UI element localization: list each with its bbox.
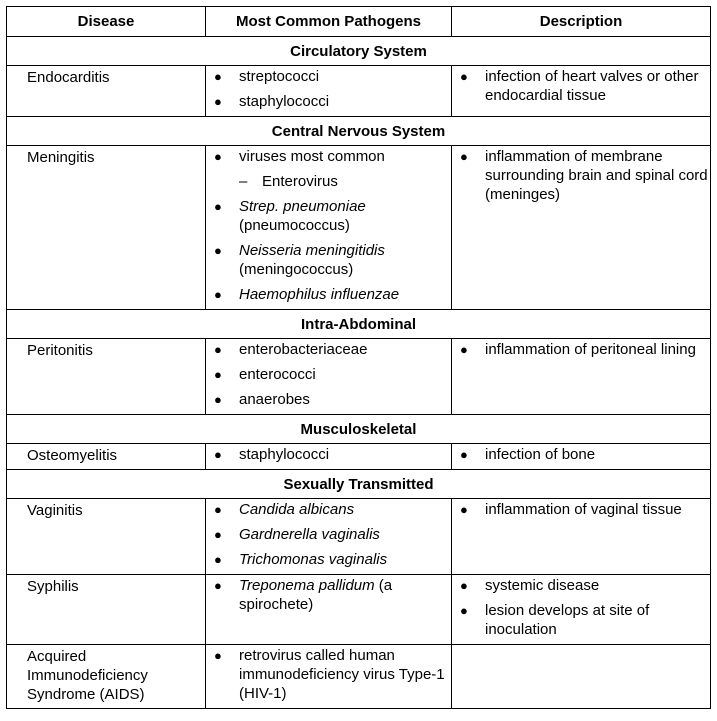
pathogen-species: Gardnerella vaginalis [239, 526, 380, 543]
description-cell [452, 575, 711, 645]
pathogens-cell [206, 146, 452, 310]
description-text: infection of bone [485, 446, 596, 463]
bullet-icon: ● [214, 149, 222, 164]
header-row [7, 7, 711, 37]
disease-cell: Peritonitis [7, 339, 206, 415]
description-item [452, 67, 710, 105]
pathogen-item [206, 197, 451, 235]
pathogen-item [206, 646, 451, 703]
pathogen-text: anaerobes [239, 391, 310, 408]
pathogen-text: viruses most common [239, 148, 385, 165]
pathogen-text: (meningococcus) [239, 261, 354, 278]
dash-icon: – [239, 173, 248, 190]
pathogen-list [206, 66, 451, 116]
pathogens-cell [206, 499, 452, 575]
description-list [452, 146, 710, 209]
pathogens-cell [206, 444, 452, 470]
bullet-icon: ● [460, 502, 468, 517]
bullet-icon: ● [214, 447, 222, 462]
pathogen-text: retrovirus called human immunodeficiency virus Type-1 (HIV-1) [239, 647, 445, 702]
pathogen-item [206, 285, 451, 304]
header-pathogens: Most Common Pathogens [206, 7, 452, 37]
section-title: Musculoskeletal [7, 415, 711, 444]
pathogen-item [206, 525, 451, 544]
bullet-icon: ● [214, 367, 222, 382]
description-cell [452, 339, 711, 415]
pathogen-species: Trichomonas vaginalis [239, 551, 388, 568]
pathogen-item [206, 550, 451, 569]
pathogen-list [206, 499, 451, 574]
description-text: inflammation of membrane surrounding brain and spinal cord (meninges) [485, 148, 708, 203]
pathogen-item [206, 390, 451, 409]
pathogen-text: staphylococci [239, 446, 330, 463]
description-item [452, 576, 710, 595]
disease-pathogen-table [6, 6, 711, 709]
description-list [452, 339, 710, 364]
pathogen-list [206, 339, 451, 414]
pathogen-text: (pneumococcus) [239, 217, 350, 234]
pathogen-item [206, 576, 451, 614]
bullet-icon: ● [214, 502, 222, 517]
description-list [452, 575, 710, 644]
pathogen-item [206, 340, 451, 359]
section-row [7, 37, 711, 66]
section-row [7, 470, 711, 499]
disease-cell: Endocarditis [7, 66, 206, 117]
section-title: Circulatory System [7, 37, 711, 66]
bullet-icon: ● [214, 578, 222, 593]
pathogen-item [206, 445, 451, 464]
bullet-icon: ● [214, 94, 222, 109]
section-title: Sexually Transmitted [7, 470, 711, 499]
pathogen-list [206, 645, 451, 708]
description-cell [452, 645, 711, 709]
pathogen-text: (a spirochete) [239, 577, 393, 613]
pathogen-text: enterobacteriaceae [239, 341, 368, 358]
bullet-icon: ● [214, 392, 222, 407]
pathogen-text: streptococci [239, 68, 320, 85]
pathogen-item [206, 500, 451, 519]
table-row [7, 575, 711, 645]
pathogen-list [206, 575, 451, 619]
pathogen-item [206, 241, 451, 279]
pathogen-species: Candida albicans [239, 501, 355, 518]
description-item [452, 340, 710, 359]
bullet-icon: ● [460, 149, 468, 164]
description-cell [452, 499, 711, 575]
pathogen-text: staphylococci [239, 93, 330, 110]
description-list [452, 444, 710, 469]
description-list [452, 66, 710, 110]
pathogens-cell [206, 575, 452, 645]
pathogen-item [206, 92, 451, 111]
description-item [452, 500, 710, 519]
pathogens-cell [206, 339, 452, 415]
pathogen-list [206, 146, 451, 309]
table-row [7, 499, 711, 575]
bullet-icon: ● [214, 648, 222, 663]
pathogen-species: Strep. pneumoniae [239, 198, 366, 215]
bullet-icon: ● [214, 243, 222, 258]
description-text: infection of heart valves or other endocardial tissue [485, 68, 699, 104]
bullet-icon: ● [214, 342, 222, 357]
bullet-icon: ● [214, 527, 222, 542]
description-text: lesion develops at site of inoculation [485, 602, 650, 638]
bullet-icon: ● [214, 552, 222, 567]
table-row [7, 146, 711, 310]
pathogen-text: enterococci [239, 366, 316, 383]
description-cell [452, 66, 711, 117]
pathogens-cell [206, 66, 452, 117]
description-text: inflammation of vaginal tissue [485, 501, 682, 518]
pathogen-text: Enterovirus [262, 173, 338, 190]
description-item [452, 601, 710, 639]
description-text: inflammation of peritoneal lining [485, 341, 696, 358]
description-item [452, 445, 710, 464]
description-item [452, 147, 710, 204]
pathogen-item [206, 67, 451, 86]
pathogen-list [206, 444, 451, 469]
disease-cell: Acquired Immunodeficiency Syndrome (AIDS) [7, 645, 206, 709]
header-disease: Disease [7, 7, 206, 37]
disease-cell: Syphilis [7, 575, 206, 645]
section-title: Intra-Abdominal [7, 310, 711, 339]
header-description: Description [452, 7, 711, 37]
pathogen-item [206, 172, 451, 191]
section-row [7, 310, 711, 339]
pathogen-species: Neisseria meningitidis [239, 242, 385, 259]
disease-cell: Meningitis [7, 146, 206, 310]
bullet-icon: ● [460, 342, 468, 357]
pathogen-item [206, 365, 451, 384]
section-row [7, 117, 711, 146]
table-row [7, 339, 711, 415]
pathogen-species: Haemophilus influenzae [239, 286, 400, 303]
table-row [7, 66, 711, 117]
bullet-icon: ● [460, 578, 468, 593]
disease-cell: Osteomyelitis [7, 444, 206, 470]
bullet-icon: ● [214, 69, 222, 84]
description-text: systemic disease [485, 577, 600, 594]
bullet-icon: ● [214, 199, 222, 214]
disease-cell: Vaginitis [7, 499, 206, 575]
pathogen-species: Treponema pallidum [239, 577, 375, 594]
bullet-icon: ● [460, 447, 468, 462]
section-row [7, 415, 711, 444]
bullet-icon: ● [214, 287, 222, 302]
description-list [452, 499, 710, 524]
table-row [7, 444, 711, 470]
section-title: Central Nervous System [7, 117, 711, 146]
description-cell [452, 146, 711, 310]
pathogens-cell [206, 645, 452, 709]
pathogen-item [206, 147, 451, 166]
bullet-icon: ● [460, 69, 468, 84]
bullet-icon: ● [460, 603, 468, 618]
description-cell [452, 444, 711, 470]
table-row [7, 645, 711, 709]
